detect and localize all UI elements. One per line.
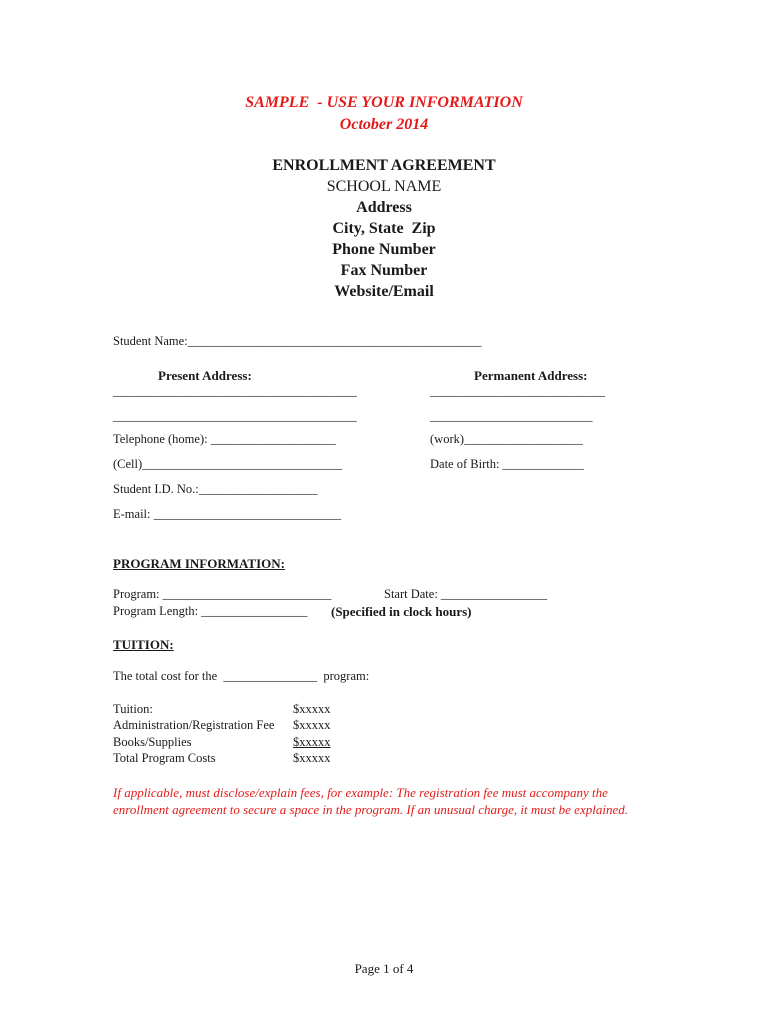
cell-phone-field[interactable]: (Cell)________________________________: [113, 457, 343, 471]
student-name-field[interactable]: Student Name:_______________________________________________: [113, 334, 482, 348]
clock-hours-note: (Specified in clock hours): [331, 604, 472, 619]
school-phone: Phone Number: [332, 241, 436, 258]
fee-label: Tuition:: [113, 702, 153, 716]
school-fax: Fax Number: [340, 262, 428, 279]
fee-amount: $xxxxx: [293, 718, 331, 732]
sample-notice: SAMPLE - USE YOUR INFORMATION: [245, 94, 523, 111]
fee-label: Administration/Registration Fee: [113, 718, 275, 732]
start-date-field[interactable]: Start Date: _________________: [384, 587, 548, 601]
present-address-line-2[interactable]: _______________________________________: [113, 409, 357, 423]
fee-amount: $xxxxx: [293, 702, 331, 716]
program-field[interactable]: Program: ___________________________: [113, 587, 332, 601]
page-number: Page 1 of 4: [354, 961, 414, 976]
tuition-heading: TUITION:: [113, 637, 174, 652]
fee-label: Books/Supplies: [113, 735, 192, 749]
present-address-line-1[interactable]: _______________________________________: [113, 384, 357, 398]
email-field[interactable]: E-mail: ______________________________: [113, 507, 342, 521]
student-id-field[interactable]: Student I.D. No.:___________________: [113, 482, 318, 496]
school-address: Address: [356, 199, 412, 216]
school-city-state-zip: City, State Zip: [332, 220, 436, 237]
school-name: SCHOOL NAME: [326, 178, 442, 195]
document-title: ENROLLMENT AGREEMENT: [272, 157, 496, 174]
program-length-field[interactable]: Program Length: _________________: [113, 604, 308, 618]
present-address-heading: Present Address:: [158, 368, 252, 383]
fee-disclosure-note: If applicable, must disclose/explain fees, for example: The registration fee must accompany the enrollment agreement to secure a space in the program. If an unusual charge, it must be explained.: [113, 785, 628, 817]
fee-label: Total Program Costs: [113, 751, 216, 765]
permanent-address-line-2[interactable]: __________________________: [430, 409, 593, 423]
telephone-home-field[interactable]: Telephone (home): ____________________: [113, 432, 336, 446]
date-of-birth-field[interactable]: Date of Birth: _____________: [430, 457, 584, 471]
fee-amount: $xxxxx: [293, 735, 331, 749]
telephone-work-field[interactable]: (work)___________________: [430, 432, 583, 446]
fee-amount: $xxxxx: [293, 751, 331, 765]
date-line: October 2014: [339, 116, 429, 133]
permanent-address-heading: Permanent Address:: [474, 368, 588, 383]
program-info-heading: PROGRAM INFORMATION:: [113, 556, 285, 571]
total-cost-line[interactable]: The total cost for the _______________ program:: [113, 669, 370, 683]
school-website: Website/Email: [334, 283, 434, 300]
permanent-address-line-1[interactable]: ____________________________: [430, 384, 605, 398]
